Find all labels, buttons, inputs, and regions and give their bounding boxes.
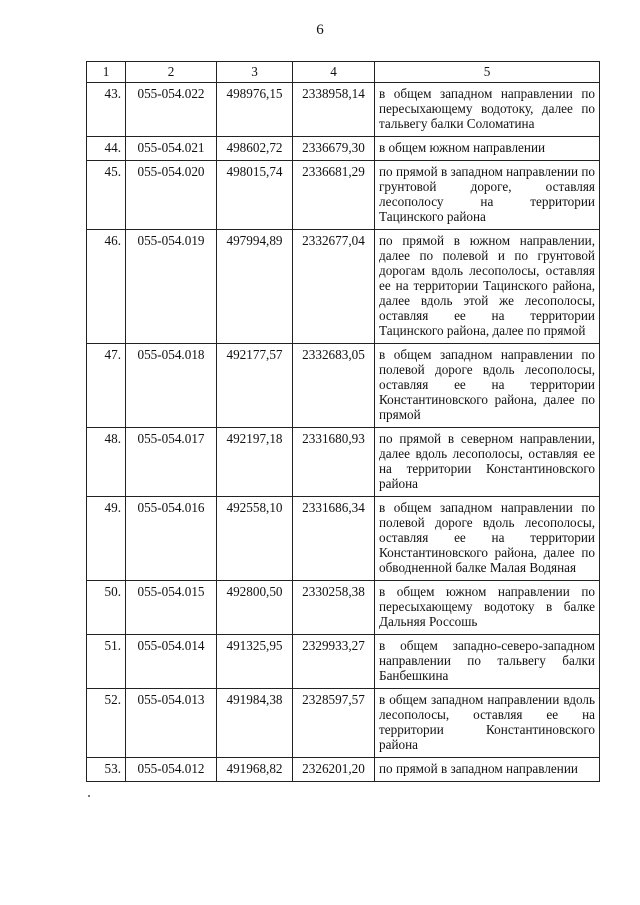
point-code: 055-054.018	[126, 344, 217, 428]
boundary-description: в общем западном направлении по полевой дороге вдоль лесополосы, оставляя ее на территории Константиновского района, далее по обводненной балке Малая Водяная	[375, 497, 600, 581]
point-number: 52.	[87, 689, 126, 758]
coordinate-y: 2328597,57	[293, 689, 375, 758]
coordinate-y: 2332677,04	[293, 230, 375, 344]
boundary-description: в общем южном направлении	[375, 137, 600, 161]
coordinate-x: 491984,38	[217, 689, 293, 758]
point-number: 48.	[87, 428, 126, 497]
coordinate-y: 2331680,93	[293, 428, 375, 497]
table-row	[87, 635, 600, 689]
scan-speck	[88, 795, 90, 797]
coordinate-y: 2326201,20	[293, 758, 375, 782]
point-number: 45.	[87, 161, 126, 230]
boundary-description: по прямой в западном направлении	[375, 758, 600, 782]
table-row	[87, 161, 600, 230]
coordinate-y: 2331686,34	[293, 497, 375, 581]
point-code: 055-054.013	[126, 689, 217, 758]
table-row	[87, 137, 600, 161]
table-row	[87, 230, 600, 344]
boundary-description: в общем южном направлении по пересыхающему водотоку в балке Дальняя Россошь	[375, 581, 600, 635]
point-code: 055-054.015	[126, 581, 217, 635]
boundary-description: в общем западном направлении вдоль лесополосы, оставляя ее на территории Константиновского района	[375, 689, 600, 758]
table-row	[87, 344, 600, 428]
coordinate-y: 2330258,38	[293, 581, 375, 635]
coordinate-x: 492800,50	[217, 581, 293, 635]
column-header: 5	[375, 62, 600, 83]
point-code: 055-054.019	[126, 230, 217, 344]
coordinate-x: 498015,74	[217, 161, 293, 230]
table-row	[87, 758, 600, 782]
column-header: 1	[87, 62, 126, 83]
coordinate-x: 492197,18	[217, 428, 293, 497]
table-row	[87, 83, 600, 137]
point-code: 055-054.014	[126, 635, 217, 689]
column-header: 4	[293, 62, 375, 83]
point-number: 46.	[87, 230, 126, 344]
boundary-description: по прямой в северном направлении, далее вдоль лесополосы, оставляя ее на территории Константиновского района	[375, 428, 600, 497]
point-number: 50.	[87, 581, 126, 635]
point-number: 51.	[87, 635, 126, 689]
table-row	[87, 428, 600, 497]
boundary-description: в общем западном направлении по полевой дороге вдоль лесополосы, оставляя ее на территории Константиновского района, далее по прямой	[375, 344, 600, 428]
point-code: 055-054.017	[126, 428, 217, 497]
coordinate-y: 2336681,29	[293, 161, 375, 230]
coordinate-y: 2336679,30	[293, 137, 375, 161]
coordinate-x: 497994,89	[217, 230, 293, 344]
column-header: 3	[217, 62, 293, 83]
table-row	[87, 689, 600, 758]
table-header-row	[87, 62, 600, 83]
coordinate-x: 498602,72	[217, 137, 293, 161]
point-code: 055-054.020	[126, 161, 217, 230]
boundary-description: по прямой в западном направлении по грунтовой дороге, оставляя лесополосу на территории Тацинского района	[375, 161, 600, 230]
coordinate-x: 491968,82	[217, 758, 293, 782]
boundary-description: в общем западно-северо-западном направлении по тальвегу балки Банбешкина	[375, 635, 600, 689]
boundary-description: по прямой в южном направлении, далее по полевой и по грунтовой дорогам вдоль лесополосы, оставляя ее на территории Тацинского района, далее вдоль этой же лесополосы, оставляя ее на территории Тацинского района, далее по прямой	[375, 230, 600, 344]
point-code: 055-054.021	[126, 137, 217, 161]
coordinate-x: 492177,57	[217, 344, 293, 428]
coordinate-y: 2329933,27	[293, 635, 375, 689]
table-row	[87, 581, 600, 635]
point-code: 055-054.012	[126, 758, 217, 782]
table-row	[87, 497, 600, 581]
coordinate-x: 498976,15	[217, 83, 293, 137]
point-number: 49.	[87, 497, 126, 581]
point-number: 43.	[87, 83, 126, 137]
page-number: 6	[316, 22, 324, 38]
coordinate-y: 2338958,14	[293, 83, 375, 137]
point-number: 44.	[87, 137, 126, 161]
column-header: 2	[126, 62, 217, 83]
point-code: 055-054.022	[126, 83, 217, 137]
coordinate-x: 491325,95	[217, 635, 293, 689]
boundary-description: в общем западном направлении по пересыхающему водотоку, далее по тальвегу балки Соломатина	[375, 83, 600, 137]
point-number: 47.	[87, 344, 126, 428]
boundary-points-table	[86, 61, 600, 782]
point-code: 055-054.016	[126, 497, 217, 581]
point-number: 53.	[87, 758, 126, 782]
coordinate-x: 492558,10	[217, 497, 293, 581]
coordinate-y: 2332683,05	[293, 344, 375, 428]
